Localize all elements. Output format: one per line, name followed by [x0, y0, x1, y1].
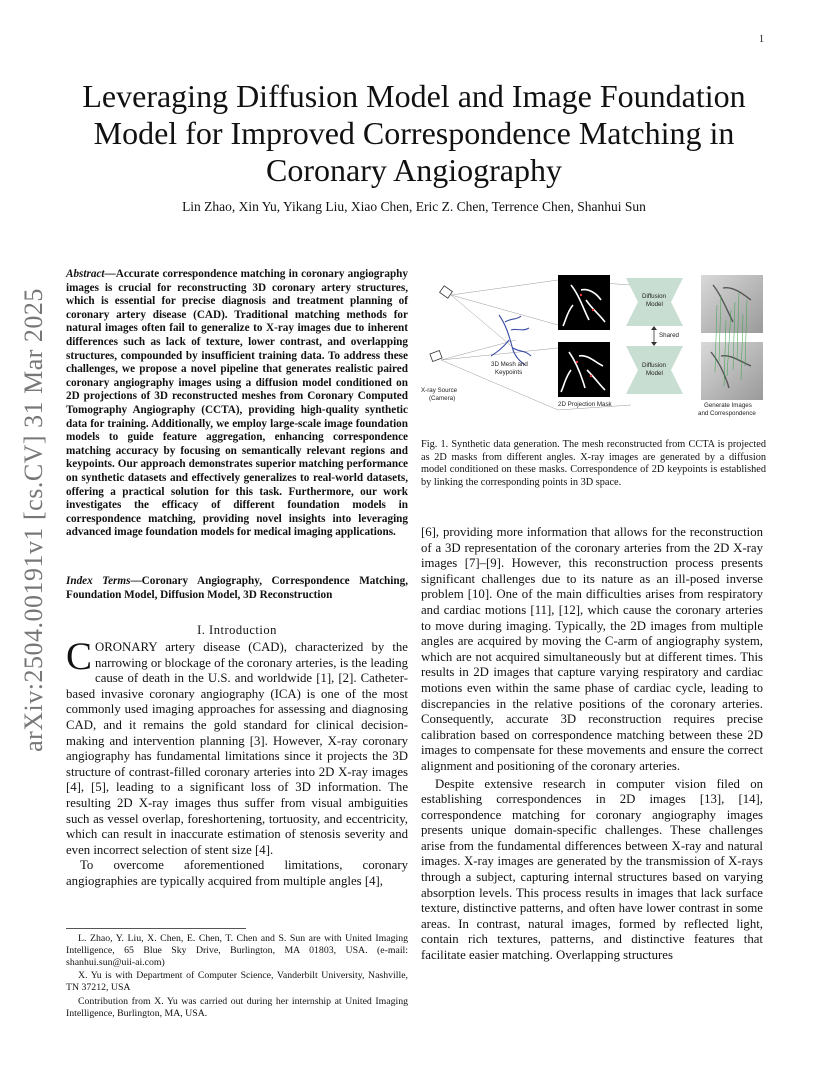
index-terms-label: Index Terms: [66, 575, 131, 587]
footnote-affiliations: L. Zhao, Y. Liu, X. Chen, E. Chen, T. Chen and S. Sun are with United Imaging Intelligence, 65 Blue Sky Drive, Burlington, MA 01803, USA. (e-mail: shanhui.sun@uii-ai.com): [66, 933, 408, 968]
diffusion-model-top: [626, 278, 683, 326]
intro-paragraph-2: To overcome aforementioned limitations, coronary angiographies are typically acquired from multiple angles [4],: [66, 858, 408, 888]
abstract-text: Accurate correspondence matching in coronary angiography images is crucial for reconstructing 3D coronary artery structures, which is essential for precise diagnosis and treatment planning of coronary artery disease (CAD). Traditional matching methods for natural images often fail to generalize to X-ray images due to inherent differences such as lack of texture, lower contrast, and overlapping structures, compounded by insufficient training data. To address these challenges, we propose a novel pipeline that generates realistic paired coronary angiography images using a diffusion model conditioned on 2D projections of 3D reconstructed meshes from Coronary Computed Tomography Angiography (CCTA), providing high-quality synthetic data for training. Additionally, we employ large-scale image foundation models to guide feature aggregation, enhancing correspondence matching accuracy by focusing on semantically relevant regions and keypoints. Our approach demonstrates superior matching performance on synthetic datasets and effectively generalizes to real-world datasets, offering a practical solution for this task. Furthermore, our work investigates the efficacy of different foundation models in correspondence matching, providing novel insights into leveraging advanced image foundation models for medical imaging applications.: [66, 268, 408, 539]
page-number: 1: [759, 34, 764, 45]
figure-1-diagram: [421, 270, 766, 420]
projection-mask-bottom: [558, 342, 610, 397]
author-list: Lin Zhao, Xin Yu, Yikang Liu, Xiao Chen, Eric Z. Chen, Terrence Chen, Shanhui Sun: [182, 199, 646, 214]
paper-title: Leveraging Diffusion Model and Image Foundation Model for Improved Correspondence Matching in Coronary Angiography: [82, 78, 746, 188]
footnote-rule: [66, 928, 246, 929]
arxiv-sidebar: [12, 280, 56, 760]
label-diffusion-top-1: Diffusion: [642, 293, 666, 300]
footnote-internship: Contribution from X. Yu was carried out during her internship at United Imaging Intelligence, Burlington, MA, USA.: [66, 995, 408, 1019]
vessel-mesh-icon: [491, 315, 531, 365]
label-camera: (Camera): [429, 395, 456, 402]
arxiv-identifier: arXiv:2504.00191v1 [cs.CV] 31 Mar 2025: [19, 288, 48, 752]
label-diffusion-top-2: Model: [646, 301, 663, 308]
label-xray-source: X-ray Source: [421, 387, 458, 394]
index-terms: Index Terms—Coronary Angiography, Correspondence Matching, Foundation Model, Diffusion Model, 3D Reconstruction: [66, 575, 408, 601]
introduction-body: [66, 635, 408, 890]
right-paragraph-2: Despite extensive research in computer vision filed on establishing correspondences in 2D images [13], [14], correspondence matching for coronary angiography images presents unique domain-specific challenges. These challenges arise from the fundamental differences between X-ray and natural images. X-ray images are generated by the transmission of X-rays through a subject, capturing internal structures based on varying absorption levels. This process results in images that lack surface texture, distinctive patterns, and often have lower contrast in some areas. In contrast, natural images, formed by reflected light, contain rich textures, patterns, and distinctive features that facilitate easier matching. Overlapping structures: [421, 776, 763, 963]
label-generate-1: Generate Images: [704, 402, 752, 409]
camera-icon: [430, 286, 452, 362]
abstract: Abstract—Accurate correspondence matching in coronary angiography images is crucial for reconstructing 3D coronary artery structures, which is essential for precise diagnosis and treatment planning of coronary artery disease (CAD). Traditional matching methods for natural images often fail to generalize to X-ray images due to inherent differences such as lack of texture, lower contrast, and overlapping structures, compounded by insufficient training data. To address these challenges, we propose a novel pipeline that generates realistic paired coronary angiography images using a diffusion model conditioned on 2D projections of 3D reconstructed meshes from Coronary Computed Tomography Angiography (CCTA), providing high-quality synthetic data for training. Additionally, we employ large-scale image foundation models to guide feature aggregation, enhancing correspondence matching accuracy by focusing on semantically relevant regions and keypoints. Our approach demonstrates superior matching performance on synthetic datasets and effectively generalizes to real-world datasets, offering a practical solution for this task. Furthermore, our work investigates the efficacy of different foundation models in correspondence matching, providing novel insights into leveraging advanced image foundation models for medical imaging applications.: [66, 268, 408, 539]
right-paragraph-1: [6], providing more information that allows for the reconstruction of a 3D representation of the coronary arteries from the 2D X-ray images [7]–[9]. However, this reconstruction process presents significant challenges due to its nature as an ill-posed inverse problem [10]. One of the main difficulties arises from respiratory and cardiac motions [11], [12], which cause the coronary arteries to move during imaging. Typically, the 2D images from multiple angles are acquired by moving the C-arm of angiography system, which are not acquired simultaneously but at different times. This results in 2D images that capture varying respiratory and cardiac motions even within the same phase of cardiac cycle, leading to discrepancies in the relative positions of the coronary arteries. Consequently, accurate 3D reconstruction requires precise calibration based on correspondence matching between these 2D images to compensate for these movements and ensure the correct alignment and positioning of the coronary arteries.: [421, 525, 763, 773]
footnotes: [66, 933, 408, 1022]
label-mesh-line2: Keypoints: [495, 369, 523, 376]
section-heading-introduction: I. Introduction: [197, 623, 277, 637]
label-diffusion-bot-1: Diffusion: [642, 362, 666, 369]
intro-paragraph-1: [66, 635, 408, 858]
label-mesh-line1: 3D Mesh and: [491, 361, 528, 368]
footnote-vanderbilt: X. Yu is with Department of Computer Science, Vanderbilt University, Nashville, TN 37212, USA: [66, 970, 408, 994]
figure-1: [421, 270, 766, 420]
label-projection-mask: 2D Projection Mask: [558, 401, 612, 408]
drop-cap: C: [66, 635, 93, 678]
generated-xray-images: [701, 275, 763, 400]
projection-mask-top: [558, 275, 610, 330]
label-shared: Shared: [659, 332, 679, 339]
index-terms-text: Coronary Angiography, Correspondence Matching, Foundation Model, Diffusion Model, 3D Reconstruction: [66, 575, 408, 601]
shared-arrow-icon: [651, 326, 680, 346]
abstract-label: Abstract: [66, 268, 105, 280]
figure-caption: Fig. 1. Synthetic data generation. The mesh reconstructed from CCTA is projected as 2D masks from different angles. X-ray images are generated by a diffusion model conditioned on these masks. Correspondence of 2D keypoints is established by linking the corresponding points in 3D space.: [421, 439, 766, 488]
label-generate-2: and Correspondence: [698, 410, 756, 417]
label-diffusion-bot-2: Model: [646, 370, 663, 377]
intro-paragraph-1-text: ORONARY artery disease (CAD), characterized by the narrowing or blockage of the coronary arteries, is the leading cause of death in the U.S. and worldwide [1], [2]. Catheter-based invasive coronary angiography (ICA) is one of the most commonly used imaging approaches for assessing and diagnosing CAD, and it remains the gold standard for clinical decision-making and intervention planning [3]. However, X-ray coronary angiography has fundamental limitations since it projects the 3D structure of contrast-filled coronary arteries into 2D X-ray images [4], [5], leading to a significant loss of 3D information. The resulting 2D X-ray images thus suffer from visual ambiguities such as vessel overlap, foreshortening, tortuosity, and eccentricity, which can result in inaccurate estimation of stenosis severity and even incorrect selection of stent size [4].: [66, 640, 408, 857]
diffusion-model-bottom: [626, 346, 683, 394]
right-column-body: [421, 525, 763, 964]
